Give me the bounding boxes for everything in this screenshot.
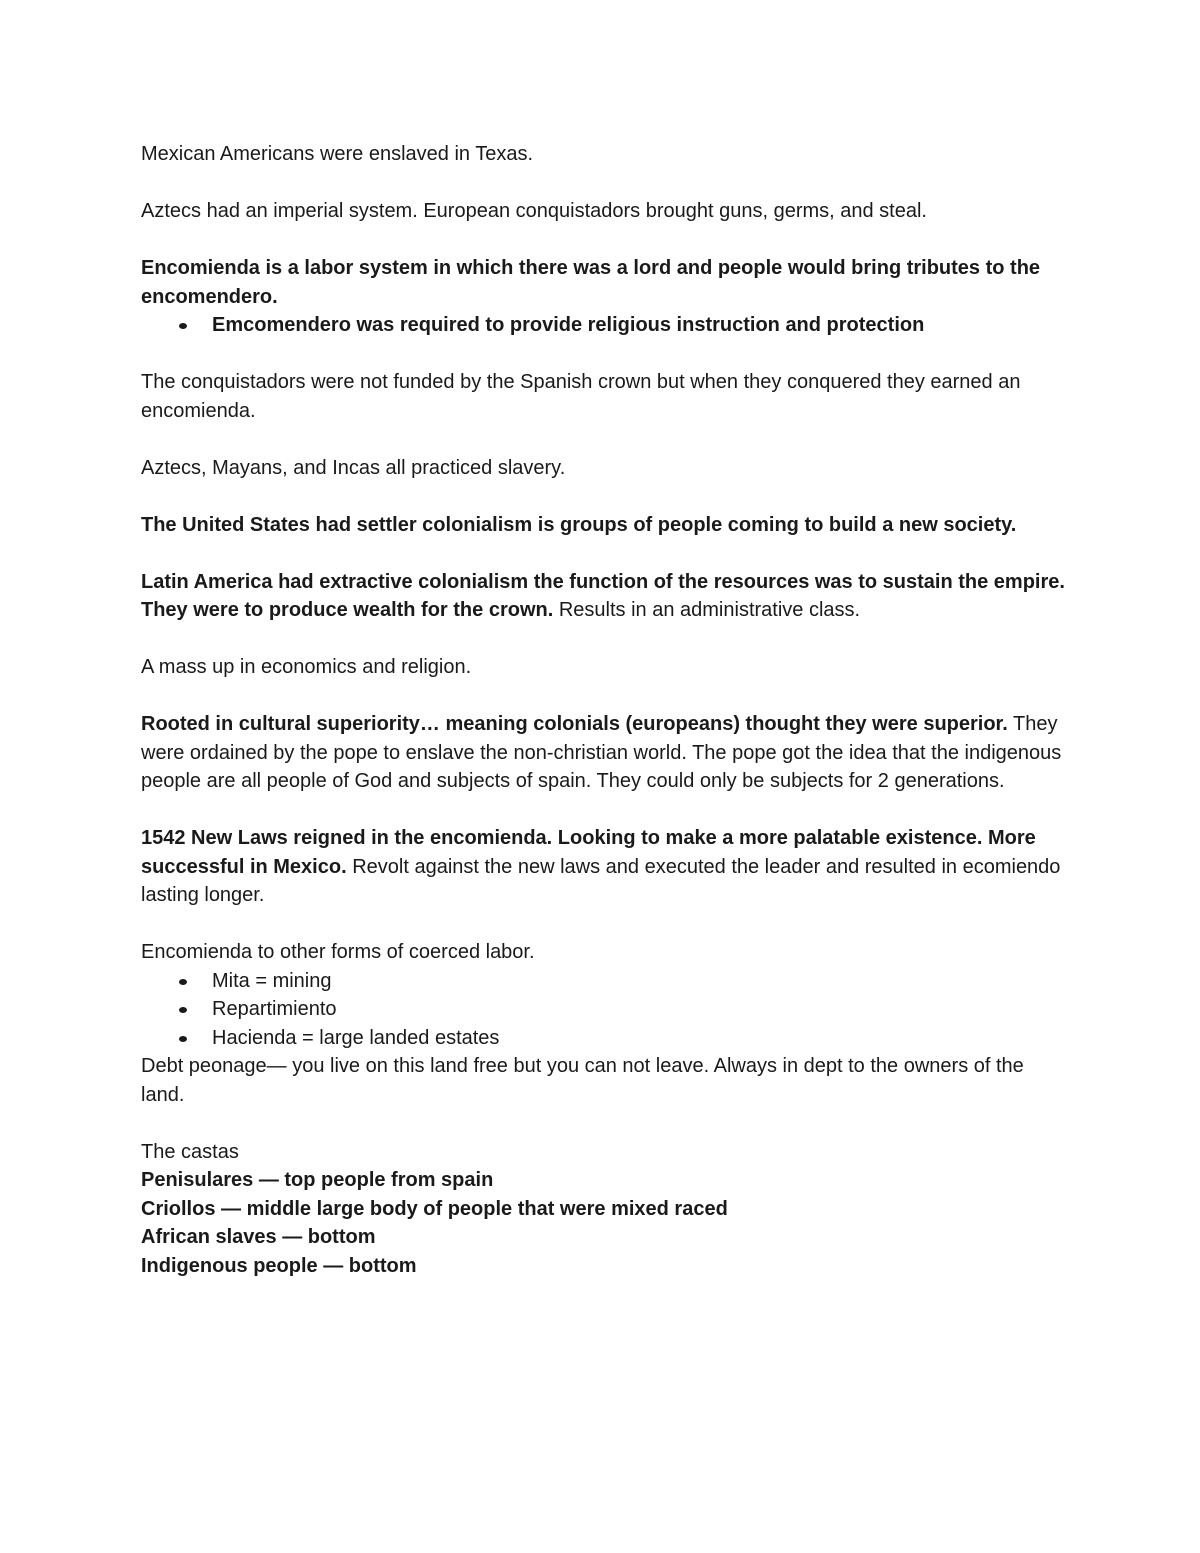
paragraph-new-laws-1542: [141, 824, 1071, 910]
paragraph-coerced-labor: Encomienda to other forms of coerced labor.: [141, 941, 535, 963]
bullet-icon: [179, 323, 187, 329]
list-item: [141, 995, 1071, 1024]
list-item: [141, 311, 1071, 340]
list-item: [141, 1024, 1071, 1053]
bullet-icon: [179, 1036, 187, 1042]
paragraph-slavery-practice: Aztecs, Mayans, and Incas all practiced slavery.: [141, 456, 566, 479]
document-page: [141, 140, 1071, 1280]
list-item-text: Hacienda = large landed estates: [212, 1026, 500, 1049]
paragraph-settler-colonialism: The United States had settler colonialism is groups of people coming to build a new society.: [141, 513, 1017, 536]
paragraph-encomienda-definition: Encomienda is a labor system in which there was a lord and people would bring tributes to the encomendero.: [141, 257, 1041, 308]
list-item-text: Mita = mining: [212, 969, 332, 992]
list-item: [141, 967, 1071, 996]
castas-line: African slaves — bottom: [141, 1226, 376, 1248]
paragraph-aztecs-imperial: Aztecs had an imperial system. European conquistadors brought guns, germs, and steal.: [141, 200, 927, 222]
encomendero-bullet-list: [141, 311, 1071, 340]
normal-text: Results in an administrative class.: [553, 599, 861, 621]
paragraph-cultural-superiority: [141, 710, 1071, 796]
normal-text: They were ordained by the pope to enslave the non-christian world. The pope got the idea that the indigenous people are all people of God and subjects of spain. They could only be subjects for 2 generations.: [141, 713, 1062, 792]
paragraph-extractive-colonialism: [141, 568, 1071, 625]
paragraph-mass-up: A mass up in economics and religion.: [141, 656, 472, 678]
paragraph-debt-peonage: Debt peonage— you live on this land free but you can not leave. Always in dept to the owners of the land.: [141, 1055, 1024, 1106]
castas-line: Penisulares — top people from spain: [141, 1169, 494, 1191]
bold-text: Latin America had extractive colonialism the function of the resources was to sustain the empire. They were to produce wealth for the crown.: [141, 570, 1065, 621]
castas-line: Indigenous people — bottom: [141, 1254, 417, 1277]
list-item-text: Emcomendero was required to provide religious instruction and protection: [212, 314, 925, 336]
bold-text: Rooted in cultural superiority… meaning colonials (europeans) thought they were superior.: [141, 713, 1008, 735]
bullet-icon: [179, 979, 187, 985]
bold-text: 1542 New Laws reigned in the encomienda. Looking to make a more palatable existence. More successful in Mexico.: [141, 827, 1036, 878]
bullet-icon: [179, 1007, 187, 1013]
castas-line: Criollos — middle large body of people that were mixed raced: [141, 1197, 728, 1220]
paragraph-conquistadors-funding: The conquistadors were not funded by the Spanish crown but when they conquered they earned an encomienda.: [141, 371, 1021, 422]
labor-forms-list: [141, 967, 1071, 1053]
normal-text: Revolt against the new laws and executed the leader and resulted in ecomiendo lasting longer.: [141, 855, 1061, 906]
castas-title: The castas: [141, 1140, 239, 1163]
list-item-text: Repartimiento: [212, 998, 337, 1020]
paragraph-mexican-americans: Mexican Americans were enslaved in Texas.: [141, 143, 534, 165]
